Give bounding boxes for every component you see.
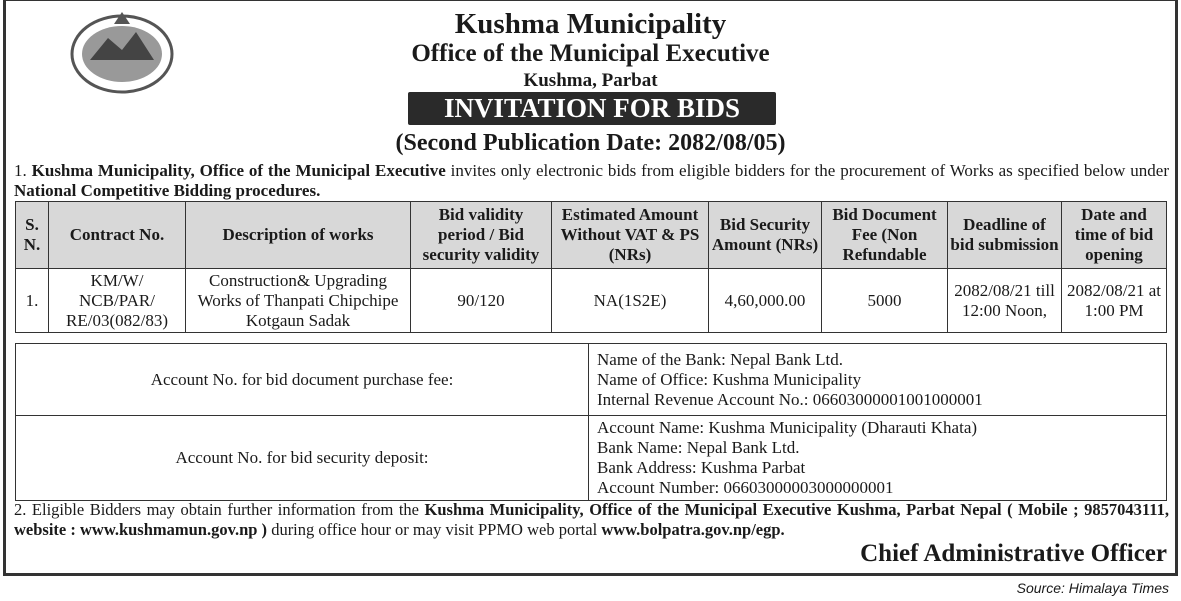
account-label: Account No. for bid security deposit: (16, 416, 589, 501)
account-details (589, 416, 1167, 501)
detail-line: Bank Name: Nepal Bank Ltd. (597, 438, 800, 457)
bid-table (15, 201, 1167, 333)
cell: 5000 (822, 269, 948, 333)
cell: 4,60,000.00 (709, 269, 822, 333)
org-name: Kushma Municipality (454, 8, 727, 40)
table-header-row (16, 202, 1167, 269)
detail-line: Account Name: Kushma Municipality (Dharauti Khata) (597, 418, 978, 437)
account-details (589, 344, 1167, 416)
cell: 2082/08/21 at 1:00 PM (1062, 269, 1167, 333)
detail-line: Bank Address: Kushma Parbat (597, 458, 806, 477)
detail-line: Name of Office: Kushma Municipality (597, 369, 862, 389)
account-row (16, 344, 1167, 416)
cell: NA(1S2E) (552, 269, 709, 333)
detail-line: Account Number: 06603000003000000001 (597, 478, 894, 497)
cell: KM/W/ NCB/PAR/ RE/03(082/83) (49, 269, 186, 333)
detail-line: Name of the Bank: Nepal Bank Ltd. (597, 349, 843, 369)
source-credit: Source: Himalaya Times (1016, 580, 1169, 596)
account-label: Account No. for bid document purchase fee: (16, 344, 589, 416)
paragraph-1: 1. Kushma Municipality, Office of the Municipal Executive invites only electronic bids from eligible bidders for the procurement of Works as specified below under National Competitive Bidding procedures. (14, 161, 1170, 200)
col-header: Deadline of bid submission (948, 202, 1062, 269)
detail-line: Internal Revenue Account No.: 06603000001001000001 (597, 389, 983, 409)
col-header: S. N. (16, 202, 49, 269)
cell: 90/120 (411, 269, 552, 333)
office-name: Office of the Municipal Executive (411, 40, 770, 67)
col-header: Bid Security Amount (NRs) (709, 202, 822, 269)
col-header: Date and time of bid opening (1062, 202, 1167, 269)
account-row (16, 416, 1167, 501)
col-header: Bid validity period / Bid security validity (411, 202, 552, 269)
col-header: Estimated Amount Without VAT & PS (NRs) (552, 202, 709, 269)
cell: 2082/08/21 till 12:00 Noon, (948, 269, 1062, 333)
title-banner: INVITATION FOR BIDS (408, 92, 776, 125)
col-header: Description of works (186, 202, 411, 269)
col-header: Bid Document Fee (Non Refundable (822, 202, 948, 269)
col-header: Contract No. (49, 202, 186, 269)
account-table (15, 343, 1167, 501)
cell: 1. (16, 269, 49, 333)
paragraph-2: 2. Eligible Bidders may obtain further information from the Kushma Municipality, Office of the Municipal Executive Kushma, Parbat Nepal ( Mobile ; 9857043111, website : www.kushmamun.gov.np ) during office hour or may visit PPMO web portal www.bolpatra.gov.np/egp. (14, 500, 1169, 539)
location: Kushma, Parbat (523, 70, 658, 91)
publication-date: (Second Publication Date: 2082/08/05) (395, 130, 786, 156)
signature-title: Chief Administrative Officer (860, 540, 1167, 567)
cell: Construction& Upgrading Works of Thanpati Chipchipe Kotgaun Sadak (186, 269, 411, 333)
table-row (16, 269, 1167, 333)
